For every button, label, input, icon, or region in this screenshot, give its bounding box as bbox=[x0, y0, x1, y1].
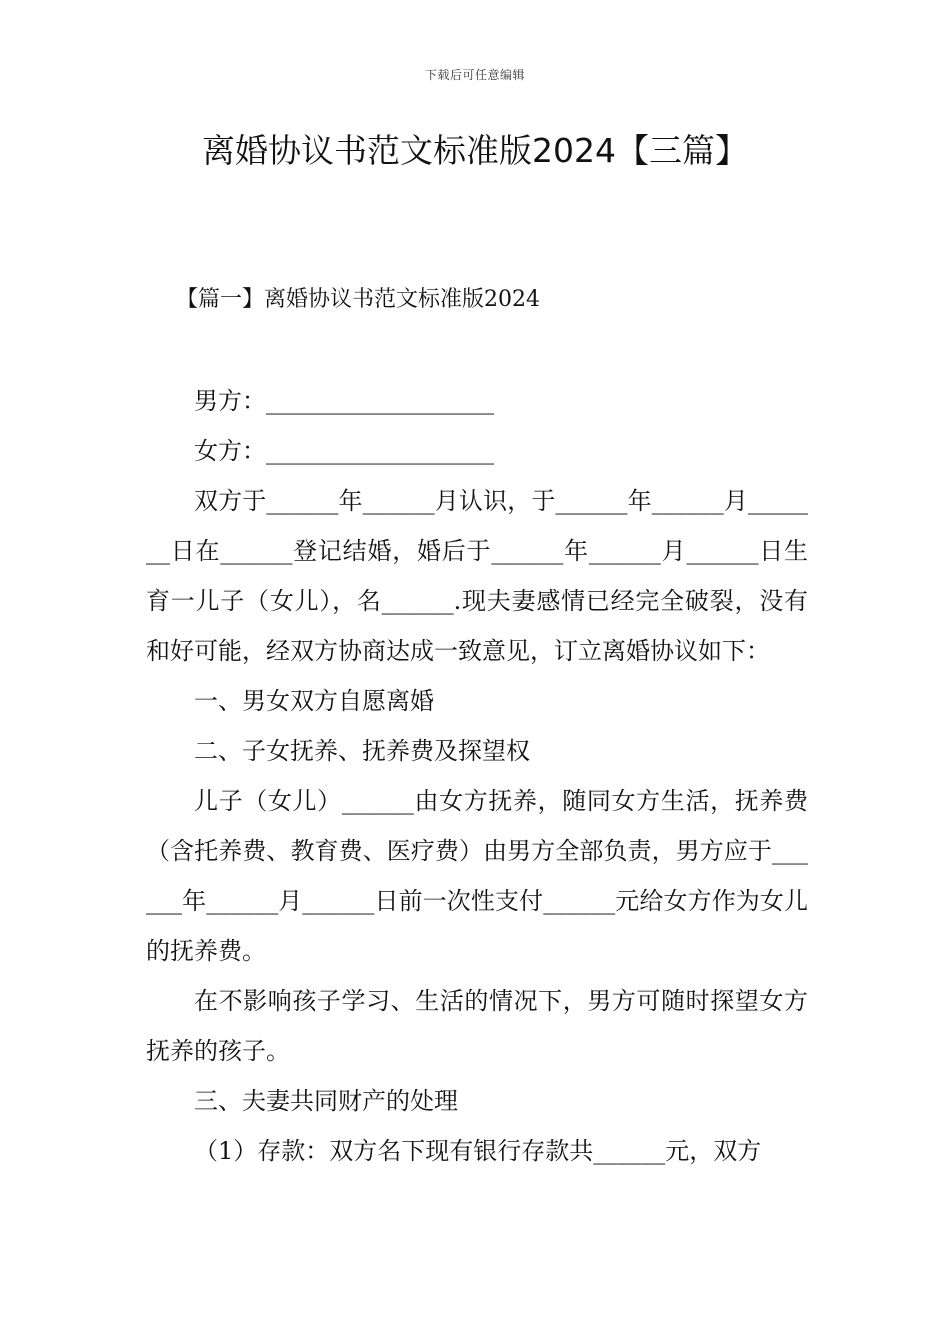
header-note: 下载后可任意编辑 bbox=[424, 68, 525, 82]
section-title: 【篇一】离婚协议书范文标准版2024 bbox=[176, 287, 540, 312]
paragraph-marriage-info: 双方于______年______月认识，于______年______月_______日在______登记结婚，婚后于______年______月______日生育一儿子（女儿），名______.现夫妻感情已经完全破裂，没有和好可能，经双方协商达成一致意见，订立离婚协议如下： bbox=[146, 487, 808, 665]
paragraph-female-party: 女方：___________________ bbox=[194, 437, 494, 465]
paragraph-clause-2: 二、子女抚养、抚养费及探望权 bbox=[194, 737, 530, 765]
paragraph-clause-3: 三、夫妻共同财产的处理 bbox=[194, 1087, 458, 1115]
paragraph-male-party: 男方：___________________ bbox=[194, 387, 494, 415]
paragraph-visitation: 在不影响孩子学习、生活的情况下，男方可随时探望女方抚养的孩子。 bbox=[146, 987, 808, 1065]
paragraph-clause-1: 一、男女双方自愿离婚 bbox=[194, 687, 434, 715]
paragraph-custody: 儿子（女儿）______由女方抚养，随同女方生活，抚养费（含托养费、教育费、医疗费）由男方全部负责，男方应于______年______月______日前一次性支付______元给女方作为女儿的抚养费。 bbox=[146, 787, 808, 965]
document-body bbox=[146, 376, 808, 1176]
paragraph-savings: （1）存款：双方名下现有银行存款共______元，双方 bbox=[194, 1137, 762, 1165]
document-title: 离婚协议书范文标准版2024【三篇】 bbox=[202, 131, 748, 170]
